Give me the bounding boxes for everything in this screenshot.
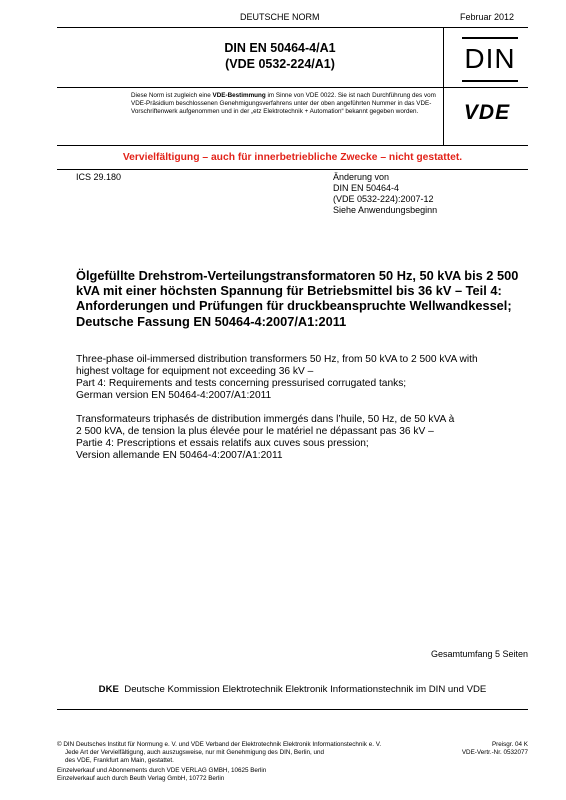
divider xyxy=(443,27,444,145)
title-french: Transformateurs triphasés de distribution immergés dans l’huile, 50 Hz, de 50 kVA à 2 500 kVA, de tension la plus élevée pour le matériel ne dépassant pas 36 kV – Partie 4: Prescriptions et essais relatifs aux cuves sous pression; Version allemande EN 50464-4:2007/A1:2011 xyxy=(76,414,455,461)
divider xyxy=(57,169,528,170)
divider xyxy=(57,709,528,710)
divider xyxy=(57,27,528,28)
title-english: Three-phase oil-immersed distribution transformers 50 Hz, from 50 kVA to 2 500 kVA with highest voltage for equipment not exceeding 36 kV – Part 4: Requirements and tests concerning pressurised corrugated tanks; German version EN 50464-4:2007/A1:2011 xyxy=(76,354,478,401)
price-info xyxy=(462,741,528,757)
title-german: Ölgefüllte Drehstrom-Verteilungstransformatoren 50 Hz, 50 kVA bis 2 500 kVA mit einer höchsten Spannung für Betriebsmittel bis 36 kV – Teil 4: Anforderungen und Prüfungen für druckbeanspruchte Wellwandkessel; Deutsche Fassung EN 50464-4:2007/A1:2011 xyxy=(76,268,519,329)
din-logo xyxy=(462,37,518,82)
total-pages: Gesamtumfang 5 Seiten xyxy=(430,649,528,659)
vde-order-number: VDE-Vertr.-Nr. 0532077 xyxy=(461,749,528,756)
amendment-info: Änderung von DIN EN 50464-4 (VDE 0532-224):2007-12 Siehe Anwendungsbeginn xyxy=(333,172,438,215)
dke-line: DKE Deutsche Kommission Elektrotechnik Elektronik Informationstechnik im DIN und VDE xyxy=(98,684,487,695)
publication-date: Februar 2012 xyxy=(460,12,515,22)
vde-number: (VDE 0532-224/A1) xyxy=(225,57,335,71)
copyright-notice: © DIN Deutsches Institut für Normung e. V. und VDE Verband der Elektrotechnik Elektronik Informationstechnik e. V. Jede Art der Vervielfältigung, auch auszugsweise, nur mit Genehmigung des DIN, Berlin, und des VDE, Frankfurt am Main, gestattet. xyxy=(57,741,382,764)
din-logo-text: DIN xyxy=(464,43,516,74)
divider xyxy=(57,145,528,146)
vde-notice: Diese Norm ist zugleich eine VDE-Bestimmung im Sinne von VDE 0022. Sie ist nach Durchführung des vom VDE-Präsidium beschlossenen Genehmigungsverfahrens unter der oben angeführten Nummer in das VDE-Vorschriftenwerk aufgenommen und in der „etz Elektrotechnik + Automation“ bekannt gegeben worden. xyxy=(131,92,436,116)
doc-number: DIN EN 50464-4/A1 xyxy=(224,41,336,55)
norm-type: DEUTSCHE NORM xyxy=(240,12,320,22)
sales-info: Einzelverkauf und Abonnements durch VDE VERLAG GMBH, 10625 Berlin Einzelverkauf auch durch Beuth Verlag GmbH, 10772 Berlin xyxy=(57,767,267,782)
vde-logo: VDE xyxy=(463,101,511,124)
divider xyxy=(57,87,528,88)
ics-code: ICS 29.180 xyxy=(76,172,122,182)
reproduction-warning: Vervielfältigung – auch für innerbetriebliche Zwecke – nicht gestattet. xyxy=(122,152,463,163)
price-group: Preisgr. 04 K xyxy=(491,741,528,748)
